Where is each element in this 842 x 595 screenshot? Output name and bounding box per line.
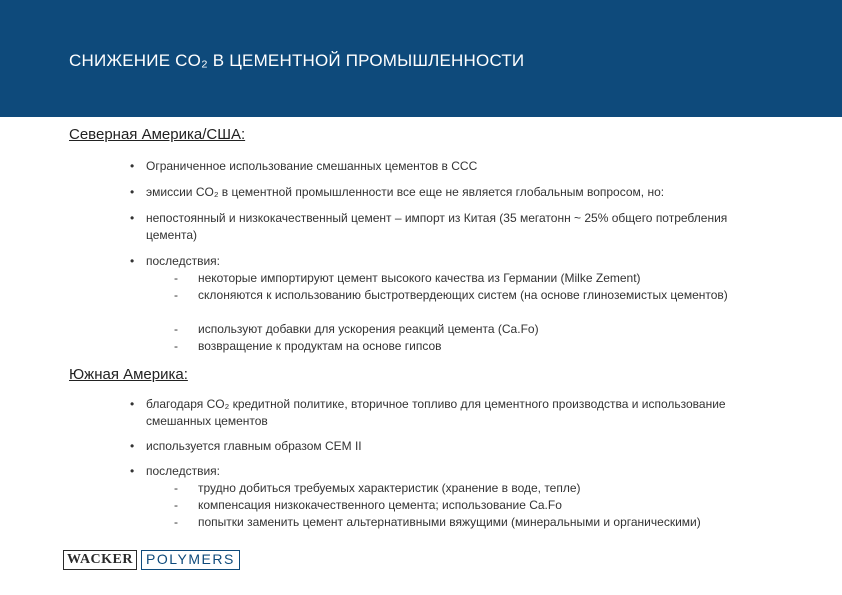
section-heading-south-america: Южная Америка: [69, 366, 188, 383]
dash-marker: - [174, 481, 178, 495]
dash-marker: - [174, 288, 178, 302]
bullet-marker: • [130, 439, 135, 453]
sub-list-item: - склоняются к использованию быстротвердеющих систем (на основе глиноземистых цементов) [174, 288, 728, 302]
logo-wacker-text: WACKER [63, 550, 137, 570]
dash-marker: - [174, 515, 178, 529]
sub-list-item: - используют добавки для ускорения реакций цемента (Ca.Fo) [174, 322, 539, 336]
page-title: СНИЖЕНИЕ CO₂ В ЦЕМЕНТНОЙ ПРОМЫШЛЕННОСТИ [69, 51, 525, 70]
header-banner [0, 0, 842, 117]
list-item: • используется главным образом CEM II [130, 439, 362, 453]
bullet-marker: • [130, 464, 135, 478]
bullet-marker: • [130, 254, 135, 268]
list-item: • последствия: [130, 464, 220, 478]
bullet-marker: • [130, 159, 135, 173]
bullet-marker: • [130, 185, 135, 199]
list-item: • Ограниченное использование смешанных цементов в ССС [130, 159, 478, 173]
bullet-marker: • [130, 211, 135, 225]
sub-list-item: - трудно добиться требуемых характеристик (хранение в воде, тепле) [174, 481, 581, 495]
sub-list-item: - возвращение к продуктам на основе гипсов [174, 339, 442, 353]
list-item: • последствия: [130, 254, 220, 268]
logo-polymers-text: POLYMERS [141, 550, 240, 570]
company-logo [63, 550, 240, 570]
sub-list-item: - компенсация низкокачественного цемента; использование Ca.Fo [174, 498, 562, 512]
list-item: • эмиссии CO₂ в цементной промышленности все еще не является глобальным вопросом, но: [130, 185, 665, 199]
dash-marker: - [174, 339, 178, 353]
dash-marker: - [174, 322, 178, 336]
dash-marker: - [174, 498, 178, 512]
list-item: • непостоянный и низкокачественный цемент – импорт из Китая (35 мегатонн ~ 25% общего потребления цемента) [130, 211, 728, 242]
sub-list-item: - некоторые импортируют цемент высокого качества из Германии (Milke Zement) [174, 271, 641, 285]
list-item: • благодаря CO₂ кредитной политике, вторичное топливо для цементного производства и использование смешанных цементов [130, 397, 726, 428]
section-heading-north-america: Северная Америка/США: [69, 126, 246, 143]
bullet-marker: • [130, 397, 135, 411]
sub-list-item: - попытки заменить цемент альтернативными вяжущими (минеральными и органическими) [174, 515, 701, 529]
dash-marker: - [174, 271, 178, 285]
